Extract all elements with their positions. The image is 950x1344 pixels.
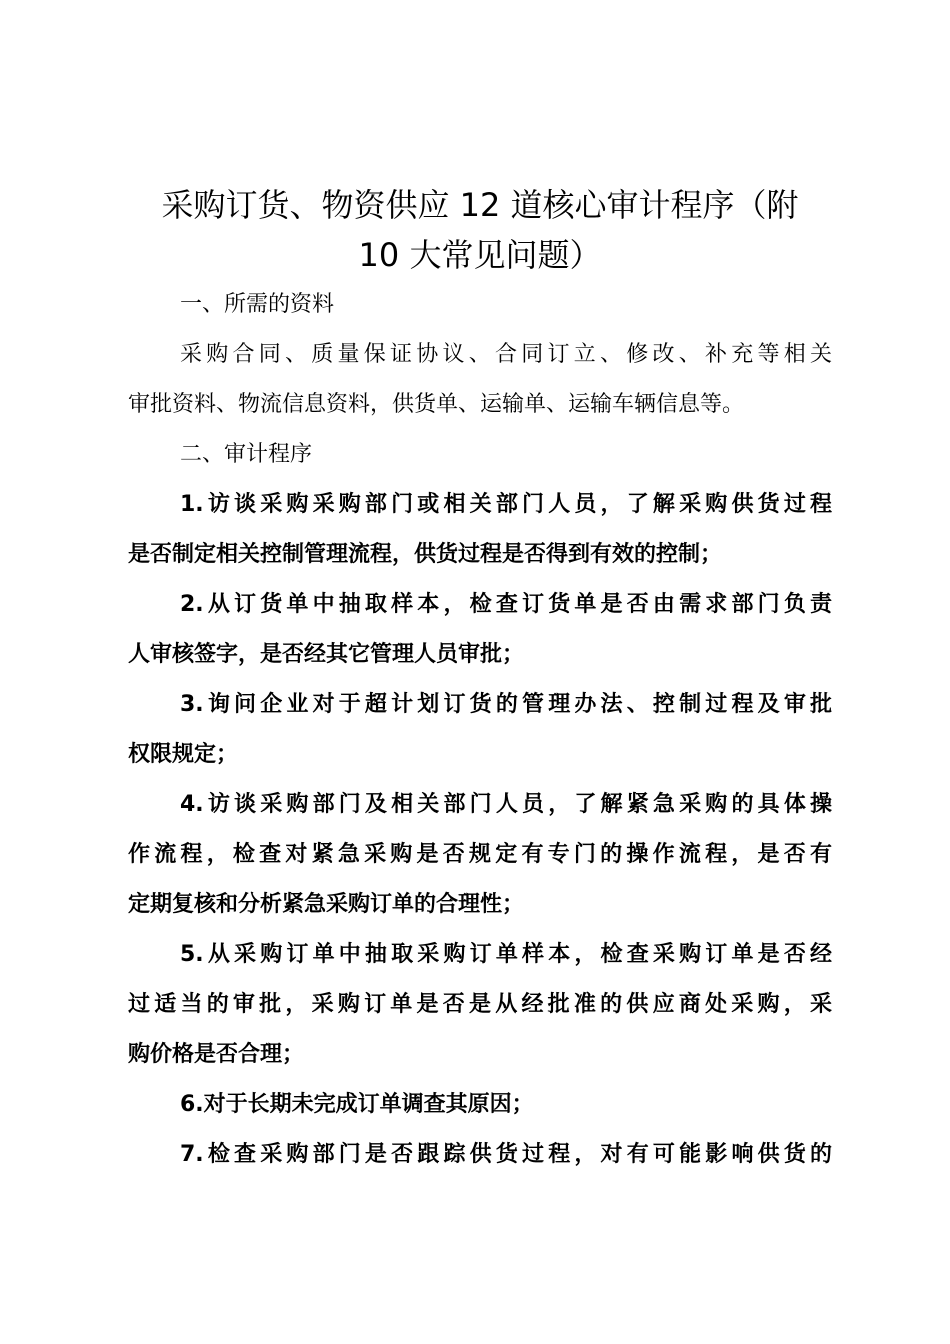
procedure-6-line-1: 6.对于长期未完成订单调查其原因；: [180, 1092, 534, 1117]
procedure-7-line-1: 7.检查采购部门是否跟踪供货过程，对有可能影响供货的: [180, 1142, 832, 1167]
title-line-2: 10 大常见问题）: [358, 236, 602, 274]
section-2-heading: 二、审计程序: [180, 442, 313, 467]
procedure-4-line-2: 作流程，检查对紧急采购是否规定有专门的操作流程，是否有: [128, 842, 832, 867]
procedure-1-line-1: 1.访谈采购采购部门或相关部门人员，了解采购供货过程: [180, 492, 832, 517]
procedure-2-line-1: 2.从订货单中抽取样本，检查订货单是否由需求部门负责: [180, 592, 832, 617]
section-1-heading: 一、所需的资料: [180, 292, 335, 317]
procedure-5-line-2: 过适当的审批，采购订单是否是从经批准的供应商处采购，采: [128, 992, 832, 1017]
title-line-1: 采购订货、物资供应 12 道核心审计程序（附: [161, 186, 799, 224]
procedure-1-line-2: 是否制定相关控制管理流程，供货过程是否得到有效的控制；: [128, 542, 723, 567]
section-1-body-line-2: 审批资料、物流信息资料，供货单、运输单、运输车辆信息等。: [128, 392, 745, 417]
section-1-body-line-1: 采购合同、质量保证协议、合同订立、修改、补充等相关: [180, 342, 832, 367]
procedure-2-line-2: 人审核签字，是否经其它管理人员审批；: [128, 642, 525, 667]
procedure-3-line-2: 权限规定；: [128, 742, 239, 767]
procedure-3-line-1: 3.询问企业对于超计划订货的管理办法、控制过程及审批: [180, 692, 832, 717]
document-title: [128, 180, 832, 280]
procedure-5-line-1: 5.从采购订单中抽取采购订单样本，检查采购订单是否经: [180, 942, 832, 967]
procedure-5-line-3: 购价格是否合理；: [128, 1042, 305, 1067]
procedure-4-line-1: 4.访谈采购部门及相关部门人员，了解紧急采购的具体操: [180, 792, 832, 817]
procedure-4-line-3: 定期复核和分析紧急采购订单的合理性；: [128, 892, 525, 917]
